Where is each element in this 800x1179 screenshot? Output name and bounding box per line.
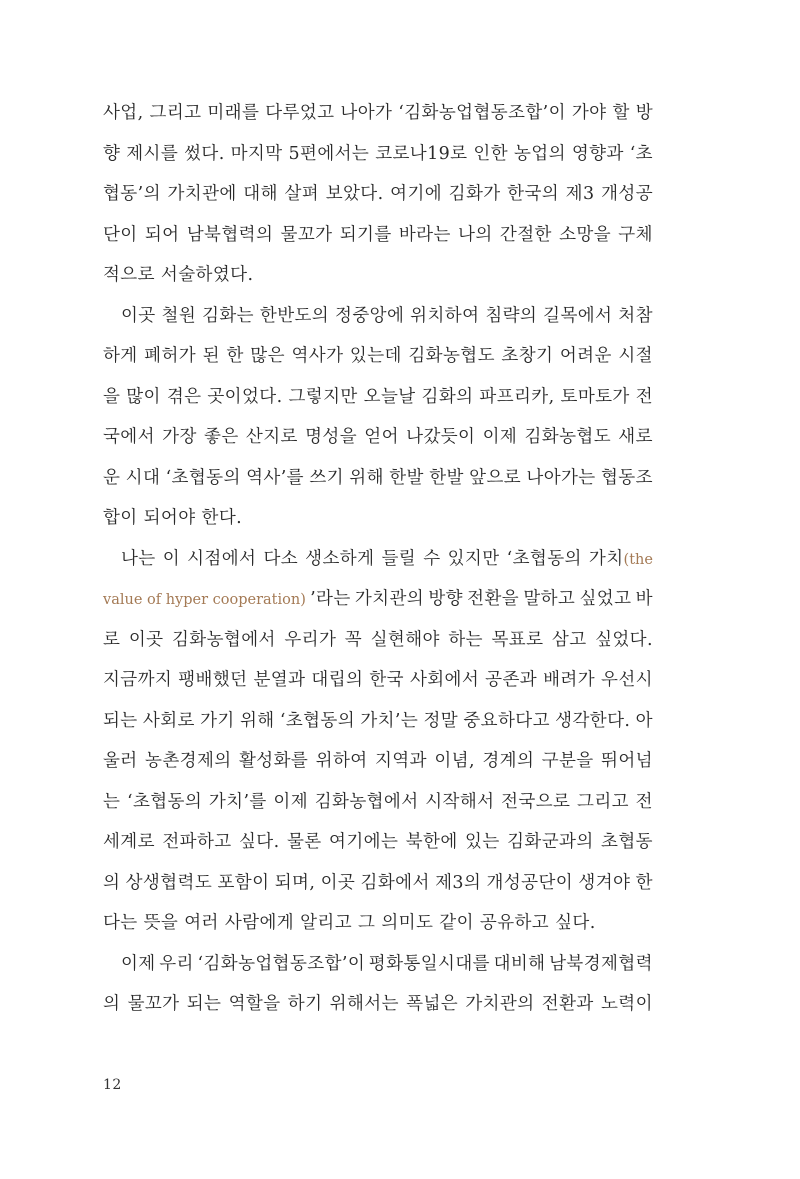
word: 서술하였다. <box>160 265 254 285</box>
word: 싶다. <box>555 913 596 933</box>
word: 얻어 <box>364 427 399 447</box>
word: 전 <box>635 386 653 407</box>
text-line <box>103 910 653 951</box>
word: 위해서는 <box>329 994 399 1014</box>
word: 김화농협에서 <box>314 791 419 812</box>
word: 생각한다. <box>555 710 631 731</box>
word: 김화농협도 <box>408 346 495 366</box>
word: 같이 <box>439 913 474 933</box>
word: 의 <box>103 994 121 1014</box>
word: 제3 <box>565 184 595 204</box>
word: 위하여 <box>315 751 368 771</box>
word: 남북경제협력 <box>549 953 653 974</box>
word: 가치관에 <box>167 184 237 204</box>
text-line <box>103 991 653 1032</box>
word: 할 <box>612 103 630 123</box>
word: ‘초협동의 <box>126 791 203 812</box>
word: 김화의 <box>421 386 474 407</box>
text-line <box>103 465 653 506</box>
word: 되기를 <box>339 224 392 245</box>
word: 활성화를 <box>239 751 309 771</box>
word: 포함이 <box>217 872 270 893</box>
word: 코로나19로 <box>375 143 468 164</box>
word: 된 <box>202 346 220 366</box>
word: 나아가 <box>340 103 393 123</box>
word-with-gloss <box>589 546 653 573</box>
word: 하게 <box>103 346 138 366</box>
word: 생겨야 <box>578 872 631 893</box>
word: 전파하고 <box>162 832 232 852</box>
word: 생소하게 <box>305 548 375 569</box>
word: 앞으로 <box>469 467 522 488</box>
word: 삼고 <box>551 629 587 650</box>
word: 여기에 <box>390 184 443 204</box>
word: 초창기 <box>501 346 554 366</box>
word: 한다. <box>201 508 243 528</box>
word: 침략의 <box>485 305 538 326</box>
word: 되어 <box>144 224 180 245</box>
word: 인한 <box>473 143 509 164</box>
text-line <box>103 141 653 182</box>
word: 김화군과의 <box>507 832 594 852</box>
word: 여러 <box>184 913 219 933</box>
text-line <box>103 870 653 911</box>
word: 협동조 <box>600 467 653 488</box>
word: 5편에서는 <box>288 143 370 164</box>
word: 토마토가 <box>560 386 630 407</box>
word: 역사’를 <box>246 467 304 488</box>
word: 가야 <box>571 103 607 123</box>
word: 좋은 <box>204 427 239 447</box>
word: 위치하여 <box>410 305 480 326</box>
word: 싶다. <box>239 832 280 852</box>
word: 그 <box>358 913 376 933</box>
word: 의미도 <box>381 913 434 933</box>
word: 개성공 <box>601 184 653 204</box>
word: 미래를 <box>207 103 260 123</box>
word: 이곳 <box>320 872 356 893</box>
text-line <box>103 303 653 344</box>
word: 나아가는 <box>526 467 596 488</box>
word: 김화농협에서 <box>171 629 276 650</box>
word: 마지막 <box>230 143 283 164</box>
word: 사회로 <box>142 710 195 731</box>
text-line <box>103 343 653 384</box>
word: 아 <box>635 710 653 731</box>
word: 한 <box>226 346 244 366</box>
word: 북한에 <box>405 832 458 852</box>
word: 협동’의 <box>103 184 161 204</box>
word: 방 <box>635 103 653 123</box>
word: 초협동 <box>601 832 653 852</box>
word: 영향과 <box>571 143 624 164</box>
word: 노력이 <box>600 994 653 1014</box>
word: 시절 <box>618 346 653 366</box>
word: 김화는 <box>202 305 254 326</box>
word: 가치’는 <box>360 710 419 731</box>
word: 한발 <box>389 467 424 488</box>
word: 한발 <box>429 467 464 488</box>
word: 겪은 <box>166 386 202 407</box>
word: 지역과 <box>375 751 427 771</box>
word: 썼다. <box>184 143 225 164</box>
word: 산지로 <box>245 427 298 447</box>
english-gloss: value of hyper cooperation) <box>103 592 306 608</box>
word: 구분을 <box>541 751 594 771</box>
word: 울러 <box>103 751 138 771</box>
word: 중요하다고 <box>463 710 550 731</box>
word: 물론 <box>287 832 322 852</box>
word: 다루었고 <box>265 103 335 123</box>
word: 파프리카, <box>479 386 555 407</box>
word: 다는 <box>103 913 138 933</box>
word: 바라는 <box>398 224 451 245</box>
word: 가장 <box>162 427 197 447</box>
text-line <box>103 829 653 870</box>
word: 들릴 <box>381 548 417 569</box>
word: 위해 <box>349 467 384 488</box>
word: 물꼬가 <box>127 994 180 1014</box>
text-line <box>103 262 653 303</box>
word: 나의 <box>458 224 493 245</box>
word: 가치관의 <box>465 994 535 1014</box>
word: 한반도의 <box>259 305 330 326</box>
word: 는 <box>103 791 121 812</box>
text-line <box>103 708 653 749</box>
word: 우선시 <box>601 670 653 690</box>
word: 경계의 <box>482 751 535 771</box>
word: 을 <box>103 386 121 407</box>
word: 제시를 <box>126 143 179 164</box>
word: 김화에서 <box>360 872 430 893</box>
word: 한 <box>635 872 653 893</box>
word: 나는 <box>121 548 156 569</box>
word: 남북협력의 <box>186 224 274 245</box>
word: 가기 <box>200 710 235 731</box>
text-line <box>103 424 653 465</box>
word: 사회에서 <box>409 670 480 690</box>
word: 공유하고 <box>479 913 550 933</box>
word: 그리고 <box>149 103 202 123</box>
word: 말하고 <box>523 589 576 609</box>
word: 이곳 <box>121 305 156 326</box>
page-number: 12 <box>103 1077 122 1093</box>
word: 간절한 <box>499 224 552 245</box>
word: 전국으로 <box>501 791 571 812</box>
word: 새로 <box>618 427 653 447</box>
word: 의 <box>103 872 121 893</box>
word: 목표로 <box>491 629 544 650</box>
word: 합이 <box>103 508 138 528</box>
word: 운 <box>103 467 121 488</box>
word: 꼭 <box>344 629 363 650</box>
word: 김화농협도 <box>524 427 612 447</box>
word: 정말 <box>423 710 459 731</box>
word: 세계로 <box>103 832 155 852</box>
word: 하기 <box>287 994 323 1014</box>
word: 사업, <box>103 103 144 123</box>
word: 되며, <box>274 872 316 893</box>
word: ‘초 <box>629 143 653 164</box>
word: 위해 <box>239 710 275 731</box>
word: 곳이었다. <box>207 386 283 407</box>
word: ‘김화농업협동조합’이 <box>398 103 566 123</box>
word: 개성공단이 <box>486 872 574 893</box>
english-gloss: (the <box>623 551 653 568</box>
word: 쓰기 <box>309 467 344 488</box>
word: 지금까지 <box>103 670 173 690</box>
word: 우리가 <box>284 629 337 650</box>
word: 농업의 <box>513 143 566 164</box>
text-line <box>103 384 653 425</box>
word: 있는 <box>465 832 500 852</box>
word: 한국의 <box>507 184 560 204</box>
body-text <box>103 100 653 1032</box>
word: 길목에서 <box>543 305 613 326</box>
word: 여기에는 <box>329 832 399 852</box>
word: 로 <box>103 629 121 650</box>
word: 싶었고 <box>579 589 632 609</box>
word: 수 <box>423 548 441 569</box>
word: 이 <box>162 548 181 569</box>
word: 공존과 <box>485 670 538 690</box>
word: 시대 <box>125 467 161 488</box>
text-line <box>103 667 653 708</box>
word: 우리 <box>159 953 194 974</box>
word: 사람에게 <box>224 913 295 933</box>
word: 그렇지만 <box>288 386 358 407</box>
text-line <box>103 222 653 263</box>
word: 되는 <box>186 994 222 1014</box>
word: ‘초협동의 <box>506 548 582 569</box>
text-line <box>103 546 653 587</box>
word: 있는데 <box>349 346 402 366</box>
word: 역사가 <box>291 346 344 366</box>
word: 전환을 <box>467 589 520 609</box>
word: 단이 <box>103 224 138 245</box>
word: 싶었다. <box>595 629 653 650</box>
word: 보았다. <box>325 184 384 204</box>
word: 있지만 <box>447 548 500 569</box>
word: 많은 <box>250 346 285 366</box>
word: 가치관의 <box>354 589 425 609</box>
word: 살펴 <box>284 184 320 204</box>
word: 뜻을 <box>143 913 179 933</box>
word: 평화통일시대를 <box>368 953 490 974</box>
word: 국에서 <box>103 427 155 447</box>
word: 소망을 <box>559 224 612 245</box>
word: ‘김화농업협동조합’이 <box>197 953 366 974</box>
word: 어려운 <box>559 346 612 366</box>
word: 한국 <box>369 670 404 690</box>
word: 나갔듯이 <box>406 427 476 447</box>
word: 적으로 <box>103 265 155 285</box>
word: 다소 <box>263 548 299 569</box>
word: 상생협력도 <box>125 872 213 893</box>
word: 김화가 <box>448 184 501 204</box>
word: 물꼬가 <box>280 224 333 245</box>
word: 가치’를 <box>208 791 267 812</box>
word: 대립의 <box>311 670 364 690</box>
word: ’라는 <box>310 589 351 609</box>
word: 되는 <box>103 710 138 731</box>
text-line <box>103 627 653 668</box>
word: 하는 <box>448 629 483 650</box>
word: ‘초협동의 <box>279 710 356 731</box>
word: 오늘날 <box>363 386 416 407</box>
word: 뛰어넘 <box>601 751 653 771</box>
text-line <box>103 100 653 141</box>
word: 가치 <box>588 548 624 569</box>
word: 전 <box>635 791 653 812</box>
word: 처참 <box>618 305 653 326</box>
word: 제3의 <box>435 872 482 893</box>
word: 방향 <box>428 589 463 609</box>
word: 실현해야 <box>370 629 440 650</box>
word: 이제 <box>482 427 518 447</box>
word: 시점에서 <box>187 548 257 569</box>
word: 구체 <box>618 224 653 245</box>
word: 되어야 <box>143 508 196 528</box>
word: 폐허가 <box>144 346 197 366</box>
word: 역할을 <box>228 994 281 1014</box>
word: 배려가 <box>543 670 596 690</box>
text-line <box>103 748 653 789</box>
word: 이념, <box>434 751 475 771</box>
word: 폭넓은 <box>406 994 459 1014</box>
word: 알리고 <box>300 913 353 933</box>
text-line <box>103 505 653 546</box>
word: 명성을 <box>305 427 358 447</box>
word: 바 <box>635 589 653 609</box>
word: 전환과 <box>541 994 594 1014</box>
word: 철원 <box>161 305 197 326</box>
word: 많이 <box>126 386 161 407</box>
text-line <box>103 586 653 627</box>
word: 이제 <box>121 953 156 974</box>
word: 이제 <box>273 791 309 812</box>
word: 향 <box>103 143 121 164</box>
word: 시작해서 <box>425 791 495 812</box>
word: 정중앙에 <box>335 305 405 326</box>
word: 분열과 <box>253 670 306 690</box>
text-line <box>103 951 653 992</box>
word: 팽배했던 <box>178 670 248 690</box>
word: ‘초협동의 <box>165 467 241 488</box>
word: 농촌경제의 <box>145 751 232 771</box>
word: 그리고 <box>577 791 629 812</box>
text-line <box>103 181 653 222</box>
word: 대해 <box>243 184 278 204</box>
word: 대비해 <box>493 953 546 974</box>
word: 이곳 <box>128 629 164 650</box>
text-line <box>103 789 653 830</box>
